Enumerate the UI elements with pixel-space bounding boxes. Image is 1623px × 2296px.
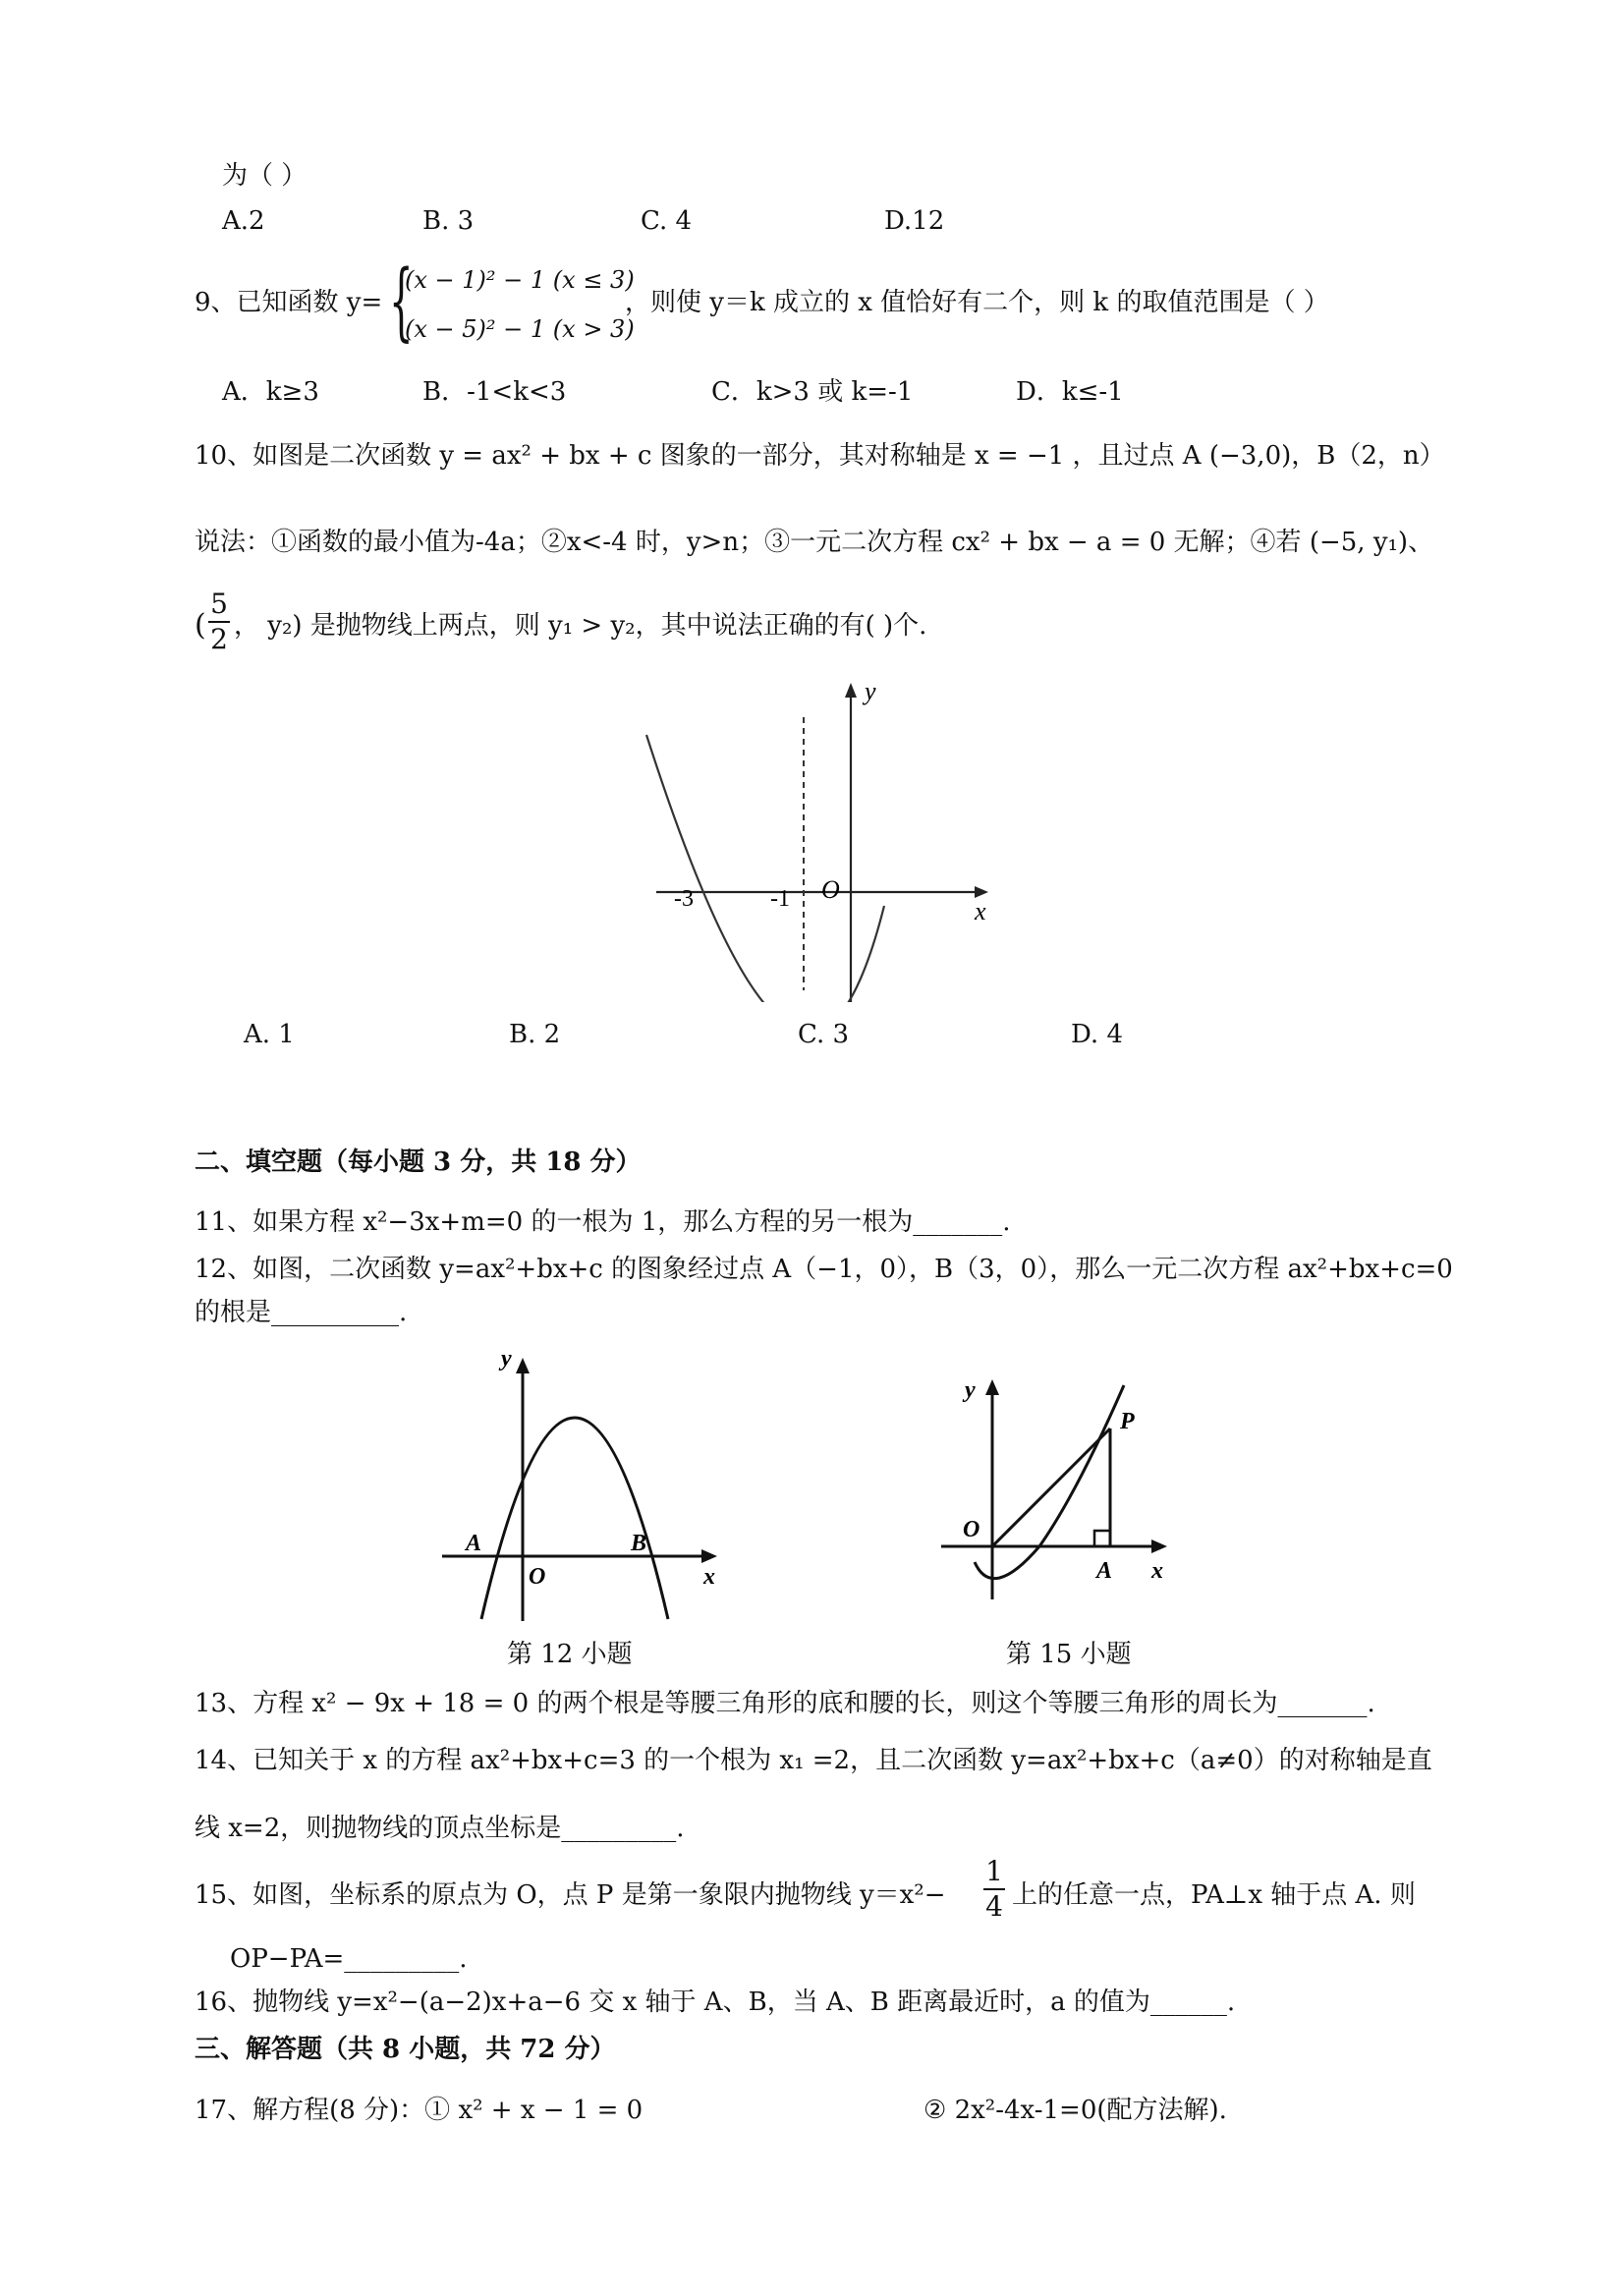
fig12-label-b: B — [631, 1531, 647, 1556]
q9-option-a: A．k≥3 — [222, 377, 319, 407]
q15-fraction — [980, 1855, 1008, 1924]
q8-tail: 为（ ） — [222, 161, 308, 191]
fig15-graph — [941, 1368, 1177, 1623]
q9-option-c: C．k>3 或 k=-1 — [711, 377, 914, 407]
q10-line-3: ， y₂) 是抛物线上两点，则 y₁ > y₂，其中说法正确的有( )个. — [234, 611, 927, 641]
q15-frac-den: 4 — [985, 1890, 1003, 1923]
fig12-label-a: A — [466, 1531, 482, 1556]
q16: 16、抛物线 y=x²−(a−2)x+a−6 交 x 轴于 A、B，当 A、B 距离最近时，a 的值为______. — [195, 1988, 1236, 2017]
q14-line-1: 14、已知关于 x 的方程 ax²+bx+c=3 的一个根为 x₁ =2，且二次函数 y=ax²+bx+c（a≠0）的对称轴是直 — [195, 1746, 1432, 1775]
fig12-graph — [432, 1344, 747, 1629]
q9-option-b: B．-1<k<3 — [422, 377, 567, 407]
q10-option-c: C. 3 — [798, 1020, 850, 1049]
q9-suffix: ，则使 y＝k 成立的 x 值恰好有二个，则 k 的取值范围是（ ） — [625, 288, 1329, 317]
q10-option-b: B. 2 — [509, 1020, 561, 1049]
q10-graph — [629, 678, 1002, 1002]
fig12-label-y: y — [501, 1346, 512, 1372]
q8-option-d: D.12 — [884, 206, 945, 236]
fig15-label-o: O — [963, 1517, 980, 1542]
q9-option-d: D．k≤-1 — [1016, 377, 1124, 407]
q10-label-y: y — [865, 678, 876, 705]
q10-option-d: D. 4 — [1071, 1020, 1123, 1049]
q10-label-o: O — [821, 875, 840, 904]
q10-frac-den: 2 — [210, 623, 228, 655]
fig15-label-p: P — [1120, 1409, 1135, 1434]
q10-fraction — [204, 588, 234, 656]
fig12-x-arrow — [701, 1549, 717, 1563]
q17-part-1: 17、解方程(8 分)：① x² + x − 1 = 0 — [195, 2096, 644, 2125]
q11: 11、如果方程 x²−3x+m=0 的一根为 1，那么方程的另一根为_______. — [195, 1207, 1011, 1237]
fig12-label-o: O — [529, 1564, 546, 1590]
q10-label-minus3: -3 — [674, 886, 694, 912]
q9-brace: { — [389, 252, 414, 351]
q10-frac-num: 5 — [210, 588, 228, 620]
fig12-y-arrow — [516, 1358, 530, 1373]
q10-label-x: x — [975, 897, 986, 925]
q10-line-2: 说法：①函数的最小值为-4a；②x<-4 时，y>n；③一元二次方程 cx² + bx − a = 0 无解；④若 (−5, y₁)、 — [195, 528, 1434, 557]
fig15-label-x: x — [1151, 1558, 1163, 1584]
q10-y-arrow — [845, 683, 857, 698]
fig15-y-arrow — [985, 1379, 999, 1395]
q15-post: 上的任意一点，PA⊥x 轴于点 A. 则 — [1012, 1880, 1416, 1910]
fig15-x-arrow — [1151, 1540, 1167, 1553]
q17-part-2: ② 2x²-4x-1=0(配方法解). — [923, 2096, 1227, 2125]
q15-pre: 15、如图，坐标系的原点为 O，点 P 是第一象限内抛物线 y＝x²− — [195, 1880, 946, 1910]
q10-open-paren: ( — [195, 608, 206, 643]
q10-line-1: 10、如图是二次函数 y = ax² + bx + c 图象的一部分，其对称轴是 x = −1 ，且过点 A (−3,0)，B（2，n） — [195, 441, 1445, 471]
q15-line-2: OP−PA=_________. — [230, 1944, 468, 1974]
section-2-heading: 二、填空题（每小题 3 分，共 18 分） — [195, 1148, 642, 1177]
fig15-parabola — [975, 1385, 1124, 1579]
fig15-label-a: A — [1096, 1558, 1113, 1584]
q10-label-minus1: -1 — [770, 886, 790, 912]
fig15-label-y: y — [965, 1377, 976, 1403]
q13: 13、方程 x² − 9x + 18 = 0 的两个根是等腰三角形的底和腰的长，则这个等腰三角形的周长为_______. — [195, 1689, 1375, 1718]
fig12-label-x: x — [703, 1564, 715, 1590]
q8-option-a: A.2 — [222, 206, 265, 236]
q10-option-a: A. 1 — [244, 1020, 295, 1049]
q9-prefix: 9、已知函数 y= — [195, 288, 383, 317]
fig12-caption: 第 12 小题 — [507, 1640, 633, 1669]
q10-parabola — [646, 735, 884, 1002]
q9-case-2: (x − 5)² − 1 (x > 3) — [405, 315, 635, 343]
q8-option-b: B. 3 — [422, 206, 475, 236]
q9-case-1: (x − 1)² − 1 (x ≤ 3) — [405, 266, 635, 294]
q15-frac-num: 1 — [985, 1855, 1003, 1887]
section-3-heading: 三、解答题（共 8 小题，共 72 分） — [195, 2035, 616, 2064]
fig15-right-angle — [1094, 1531, 1110, 1546]
q12-line-1: 12、如图，二次函数 y=ax²+bx+c 的图象经过点 A（−1，0），B（3，0），那么一元二次方程 ax²+bx+c=0 — [195, 1255, 1453, 1284]
fig15-caption: 第 15 小题 — [1006, 1640, 1132, 1669]
q12-line-2: 的根是__________. — [195, 1298, 408, 1327]
q8-option-c: C. 4 — [641, 206, 693, 236]
fig12-parabola — [481, 1418, 668, 1619]
q14-line-2: 线 x=2，则抛物线的顶点坐标是_________. — [195, 1814, 685, 1843]
